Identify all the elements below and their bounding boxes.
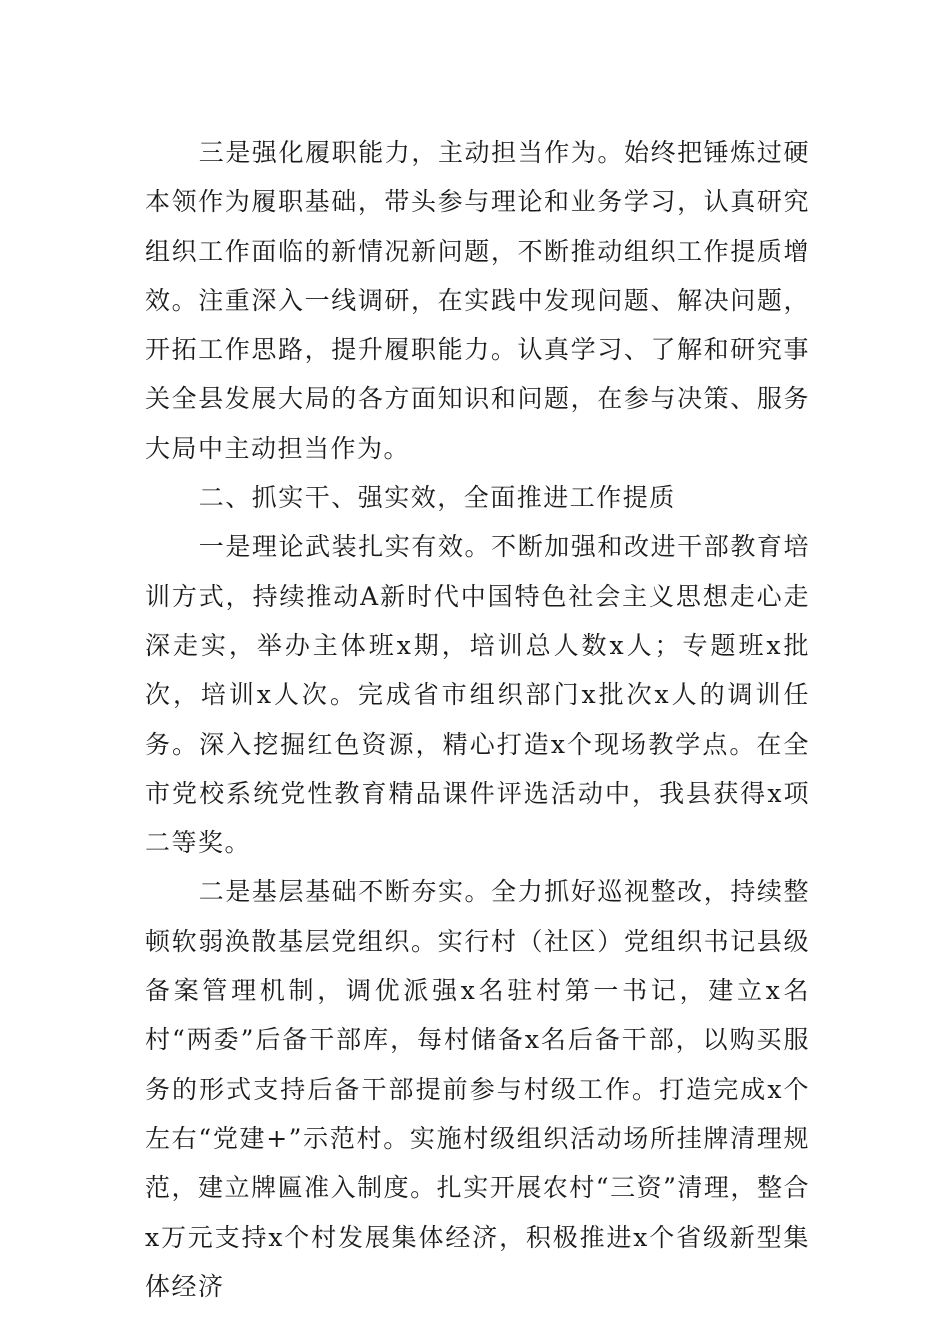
paragraph-grassroots-foundation: 二是基层基础不断夯实。全力抓好巡视整改，持续整顿软弱涣散基层党组织。实行村（社区）党组织书记县级备案管理机制，调优派强x名驻村第一书记，建立x名村“两委”后备干部库，每村储备x名后备干部，以购买服务的形式支持后备干部提前参与村级工作。打造完成x个左右“党建+”示范村。实施村级组织活动场所挂牌清理规范，建立牌匾准入制度。扎实开展农村“三资”清理，整合x万元支持x个村发展集体经济，积极推进x个省级新型集体经济 bbox=[145, 877, 810, 1301]
section-heading: 二、抓实干、强实效，全面推进工作提质 bbox=[198, 483, 676, 513]
document-body bbox=[145, 128, 810, 1311]
paragraph-strengthen-ability: 三是强化履职能力，主动担当作为。始终把锤炼过硬本领作为履职基础，带头参与理论和业务学习，认真研究组织工作面临的新情况新问题，不断推动组织工作提质增效。注重深入一线调研，在实践中发现问题、解决问题，开拓工作思路，提升履职能力。认真学习、了解和研究事关全县发展大局的各方面知识和问题，在参与决策、服务大局中主动担当作为。 bbox=[145, 138, 810, 463]
paragraph-theory-arming: 一是理论武装扎实有效。不断加强和改进干部教育培训方式，持续推动A新时代中国特色社会主义思想走心走深走实，举办主体班x期，培训总人数x人；专题班x批次，培训x人次。完成省市组织部门x批次x人的调训任务。深入挖掘红色资源，精心打造x个现场教学点。在全市党校系统党性教育精品课件评选活动中，我县获得x项二等奖。 bbox=[145, 532, 810, 858]
